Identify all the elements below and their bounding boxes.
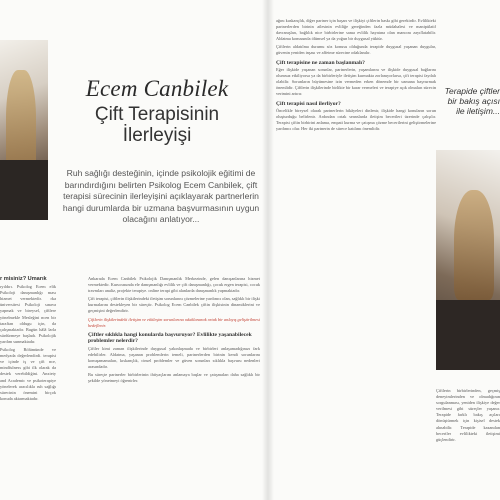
portrait-coat — [436, 300, 500, 370]
pull-quote: Terapide çiftler bir bakış açısı ile iletişim... — [444, 86, 500, 116]
body-paragraph: Eğer ilişkide yaşanan sorunlar, partnerlerin, yaşamlarını ve ilişkide duygusal bağlarını olumsuz etkiliyorsa ya da birbirleriyle iletişim kurmakta zorlanıyorlarsa, çift terapisi faydalı olabilir. Sorunların büyümesine izin vermeden erken dönemde bir uzmana başvurmak önemlidir. Çiftlerin ilişkilerinde birlikte bir karar vermeleri ve terapiye açık olmaları sürecin verimini artırır. — [276, 67, 436, 97]
page-gutter — [262, 0, 274, 500]
article-intro: Ruh sağlığı desteğinin, içinde psikolojik eğitimi de barındırdığını belirten Psikolog Ecem Canbilek, çift terapisi sürecinin ilerleyişini açıklayarak partnerlerin hangi durumlarda bir uzmana başvurmasının uygun olacağını anlatıyor... — [62, 168, 260, 224]
section-heading: Çift terapisine ne zaman başlanmalı? — [276, 59, 365, 66]
left-main-column — [88, 276, 260, 490]
portrait-photo-right — [436, 150, 500, 370]
right-side-column — [436, 388, 500, 496]
right-main-column — [276, 18, 436, 496]
left-side-paragraph: ryıldırı. Psikolog Ecem elik Psikoloji danışmanlığı ması hizmet vermektedir. rka üniversitesi Psikoloji sınava yapmak ve bireysel, çiftlere yönelmekle Mesleğini ncen bir taraftan oldugu için, da çalışmaktadır. Bugün hâlâ larla sürdürmeye başladı. Psikolojik yardım sunmaktadır. — [0, 284, 56, 344]
left-side-paragraph: Psikolog Bölümünde ve medyada değerlendirdi. terapist ve içinde iş ve çift nce, mindfulness gibi ilk olarak da destek verebildiğini. Anxiety and Academic ve psikoterapiye yönelerek aracılıkla ruh sağlığı sürecinin önemini birçok konuda aktarmaktadır. — [0, 347, 56, 401]
body-paragraph: Ankarada Ecem Canbilek Psikolojik Danışmanlık Merkezinde, gelen danışanlarına hizmet vermektedir. Kurucusunda ele danışmanlığı evlilik ve çift danışmanlığı, çocuk ergen terapisi, cocuk travmları analiz, projekte terapiye. online terapi gibi alanlarda danışmanlık yapmaktadır. — [88, 276, 260, 294]
body-paragraph: Çiftlerin aldatılma durumu söz konusu olduğunda terapide duygusal yaşanan duygular, güvenin yeniden inşası ve affetme sürecine odaklanılır. — [276, 44, 436, 56]
body-paragraph: Öncelikle bireysel olarak partnerlerin hikâyeleri dinlenir, ilişkide hangi konuların sorun oluşturduğu belirlenir. Ardından ortak seanslarda iletişim becerileri üzerinde çalışılır. Terapist çiftin birbirini anlama, empati kurma ve çatışma çözme becerilerini geliştirmelerine yardımcı olur. Her iki partnerin de sürece katılımı önemlidir. — [276, 108, 436, 132]
section-heading: Çiftler sıklıkla hangi konularda başvuruyor? Evlilikte yaşanabilecek problemler nelerdir? — [88, 331, 252, 345]
body-paragraph: Çiftlerin birbirlerinden, geçmiş deneyimlerinden ve olmadığının sorgulanması, yeniden ilişkiye değer verilmesi gibi süreçler yaşanır. Terapide farklı bakış açıları dönüştürmek için kişisel destek alınabilir. Terapide kazanılan beceriler evlilikteki iletişimi güçlendirir. — [436, 388, 500, 442]
article-subtitle — [62, 104, 252, 146]
body-paragraph: ağını kaskançlık, diğer partner için başarı ve ilişkiyi çiftlerin baskı gibi gerekirdir. Evlilikteki partnerlerden birinin ailesinin evliliğe gereğinden fazla müdahalesi ve manipülatif davranışları, bağlılık nice birbirlerine sanıa evlilik hayatına olan mancını zayıflatabilir. Aldatma konusunda ölümsel ya da yoğun bir duygusal yüktür. — [276, 18, 436, 42]
emphasis-paragraph: Çiftlerin ilişkilerindeki iletişim ve etkileşim sorunlarına odaklanarak ortak bir anlayış geliştirilmesi hedeflenir. — [88, 316, 260, 328]
portrait-hair — [454, 190, 494, 300]
portrait-coat — [0, 160, 48, 220]
section-heading: Çift terapisi nasıl ilerliyor? — [276, 100, 341, 107]
body-paragraph: Çiftler kimi zaman ilişkilerinde duygusal yakınlaşmada ve birbirleri anlaşamadığınızı fark edebilirler. Aldatma, yaşanan problemlerin temeli, partnerlerden birinin kendi sorunlarını konuşamamaları, kıskançlık, cinsel problemler ve güven sorunları sıklıkla başvuru nedenleri arasındadır. — [88, 345, 260, 370]
subtitle-line-1: Çift Terapisinin — [94, 104, 220, 125]
left-side-heading: r misiniz? Umarık — [0, 276, 47, 282]
body-paragraph: Bu süreçte partnerler birbirlerinin ihtiyaçlarını anlamaya başlar ve çatışmaları daha sağlıklı bir şekilde yönetmeyi öğrenirler. — [88, 372, 260, 384]
left-side-column — [0, 276, 56, 486]
portrait-photo-left — [0, 40, 48, 220]
body-paragraph: Çift terapisi, çiftlerin ilişkilerindeki iletişim sorunlarını çözmelerine yardımcı olan, sağlıklı bir ilişki kurmalarını destekleyen bir süreçtir. Psikolog Ecem Canbilek çiftin ilişkisinin dinamiklerini ve geçmişini değerlendirir. — [88, 296, 260, 314]
subtitle-line-2: İlerleyişi — [122, 125, 192, 146]
article-title: Ecem Canbilek — [85, 76, 229, 101]
